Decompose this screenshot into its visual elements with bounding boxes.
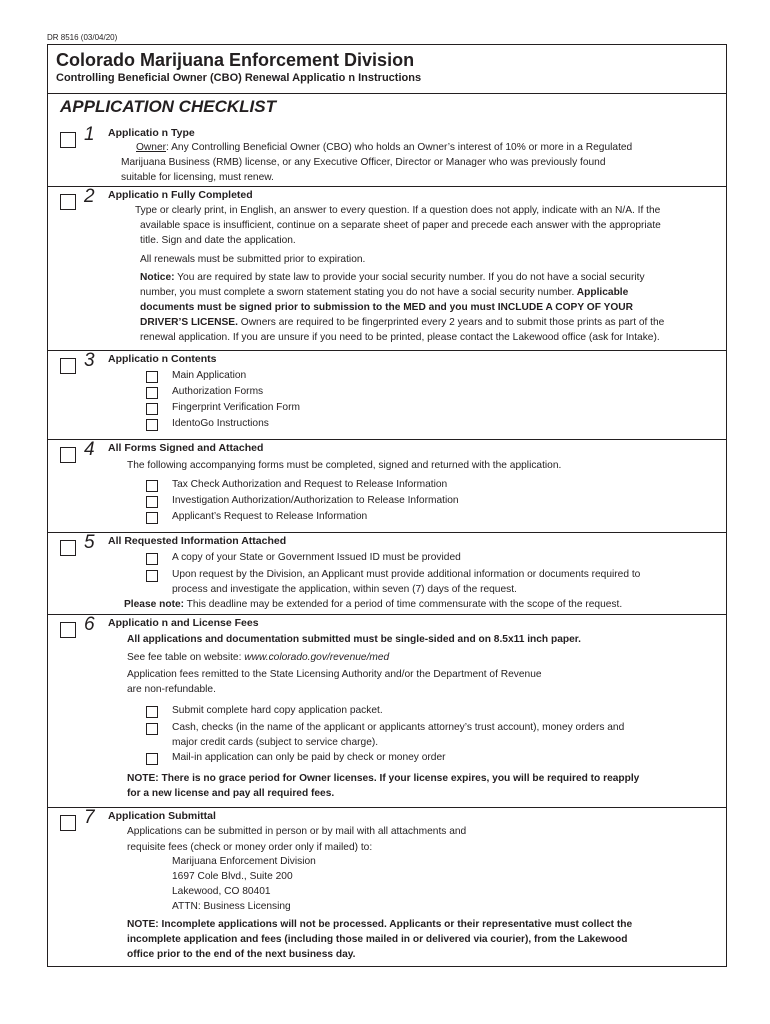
address-line: 1697 Cole Blvd., Suite 200 <box>172 871 293 882</box>
section-text: Application fees remitted to the State Licensing Authority and/or the Department of Revenue <box>127 669 542 680</box>
item-checkbox[interactable] <box>146 496 158 508</box>
section-text: The following accompanying forms must be completed, signed and returned with the application. <box>127 460 562 471</box>
section-title: Applicatio n and License Fees <box>108 617 259 629</box>
section-number: 4 <box>84 439 95 460</box>
item-checkbox[interactable] <box>146 419 158 431</box>
section-text: Marijuana Business (RMB) license, or any Executive Officer, Director or Manager who was previously found <box>121 157 606 168</box>
item-checkbox[interactable] <box>146 753 158 765</box>
form-number: DR 8516 (03/04/20) <box>47 33 118 42</box>
list-item: Cash, checks (in the name of the applicant or applicants attorney’s trust account), money orders and <box>172 722 625 733</box>
address-line: Lakewood, CO 80401 <box>172 886 271 897</box>
section-7-checkbox[interactable] <box>60 815 76 831</box>
section-title: Application Submittal <box>108 810 216 822</box>
list-item: Authorization Forms <box>172 386 264 397</box>
note-text: office prior to the end of the next business day. <box>127 949 356 960</box>
notice-text: number, you must complete a sworn statement stating you do not have a social security number. Applicable <box>140 287 629 298</box>
notice-text: documents must be signed prior to submission to the MED and you must INCLUDE A COPY OF YOUR <box>140 302 634 313</box>
note-text: for a new license and pay all required fees. <box>127 788 335 799</box>
section-6 <box>48 615 726 808</box>
list-item: Main Application <box>172 370 247 381</box>
section-number: 5 <box>84 532 95 553</box>
section-3-checkbox[interactable] <box>60 358 76 374</box>
checklist-title: APPLICATION CHECKLIST <box>60 97 276 116</box>
notice-text: renewal application. If you are unsure if you need to be printed, please contact the Lakewood office (ask for Intake). <box>140 332 660 343</box>
section-text: title. Sign and date the application. <box>140 235 296 246</box>
item-checkbox[interactable] <box>146 371 158 383</box>
section-2 <box>48 187 726 351</box>
fee-table-text: See fee table on website: www.colorado.gov/revenue/med <box>127 652 390 663</box>
header <box>48 45 726 94</box>
list-item: Mail-in application can only be paid by check or money order <box>172 752 446 763</box>
page-subtitle: Controlling Beneficial Owner (CBO) Renewal Applicatio n Instructions <box>56 72 422 84</box>
item-checkbox[interactable] <box>146 387 158 399</box>
section-3 <box>48 351 726 440</box>
page-title: Colorado Marijuana Enforcement Division <box>56 50 415 70</box>
list-item: Upon request by the Division, an Applicant must provide additional information or documents required to <box>172 569 641 580</box>
section-title: All Requested Information Attached <box>108 535 287 547</box>
section-title: All Forms Signed and Attached <box>108 442 264 454</box>
section-text: Owner: Any Controlling Beneficial Owner (CBO) who holds an Owner’s interest of 10% or more in a Regulated <box>136 142 633 153</box>
section-5 <box>48 533 726 615</box>
section-4-checkbox[interactable] <box>60 447 76 463</box>
notice-text: DRIVER’S LICENSE. Owners are required to be fingerprinted every 2 years and to submit those prints as part of the <box>140 317 665 328</box>
section-text: available space is insufficient, continue on a separate sheet of paper and precede each answer with the appropriate <box>140 220 661 231</box>
item-checkbox[interactable] <box>146 723 158 735</box>
section-number: 2 <box>84 186 95 207</box>
list-item: process and investigate the application, within seven (7) days of the request. <box>172 584 517 595</box>
section-6-checkbox[interactable] <box>60 622 76 638</box>
address-line: Marijuana Enforcement Division <box>172 856 316 867</box>
section-text: suitable for licensing, must renew. <box>121 172 274 183</box>
list-item: A copy of your State or Government Issued ID must be provided <box>172 552 461 563</box>
address-line: ATTN: Business Licensing <box>172 901 291 912</box>
section-text: Type or clearly print, in English, an answer to every question. If a question does not apply, indicate with an N/A. If the <box>135 205 661 216</box>
section-number: 3 <box>84 350 95 371</box>
item-checkbox[interactable] <box>146 403 158 415</box>
list-item: Tax Check Authorization and Request to Release Information <box>172 479 448 490</box>
section-7 <box>48 808 726 966</box>
section-title: Applicatio n Fully Completed <box>108 189 253 201</box>
list-item: Investigation Authorization/Authorization to Release Information <box>172 495 459 506</box>
list-item: IdentoGo Instructions <box>172 418 269 429</box>
section-number: 1 <box>84 124 95 145</box>
item-checkbox[interactable] <box>146 553 158 565</box>
item-checkbox[interactable] <box>146 512 158 524</box>
item-checkbox[interactable] <box>146 706 158 718</box>
list-item: Submit complete hard copy application packet. <box>172 705 383 716</box>
list-item: major credit cards (subject to service charge). <box>172 737 379 748</box>
section-4 <box>48 440 726 533</box>
section-title: Applicatio n Type <box>108 127 195 139</box>
section-number: 7 <box>84 807 95 828</box>
section-text: All applications and documentation submitted must be single-sided and on 8.5x11 inch paper. <box>127 634 581 645</box>
note-text: Please note: This deadline may be extended for a period of time commensurate with the scope of the request. <box>124 599 623 610</box>
list-item: Fingerprint Verification Form <box>172 402 300 413</box>
section-1 <box>48 125 726 187</box>
section-text: are non-refundable. <box>127 684 216 695</box>
section-1-checkbox[interactable] <box>60 132 76 148</box>
section-text: Applications can be submitted in person or by mail with all attachments and <box>127 826 467 837</box>
section-title: Applicatio n Contents <box>108 353 217 365</box>
section-text: All renewals must be submitted prior to expiration. <box>140 254 366 265</box>
note-text: incomplete application and fees (including those mailed in or delivered via courier), from the Lakewood <box>127 934 628 945</box>
form-frame <box>47 44 727 967</box>
notice-text: Notice: You are required by state law to provide your social security number. If you do not have a social security <box>140 272 645 283</box>
section-2-checkbox[interactable] <box>60 194 76 210</box>
item-checkbox[interactable] <box>146 570 158 582</box>
note-text: NOTE: There is no grace period for Owner licenses. If your license expires, you will be required to reapply <box>127 773 640 784</box>
note-text: NOTE: Incomplete applications will not be processed. Applicants or their representative must collect the <box>127 919 633 930</box>
section-number: 6 <box>84 614 95 635</box>
section-text: requisite fees (check or money order only if mailed) to: <box>127 842 373 853</box>
item-checkbox[interactable] <box>146 480 158 492</box>
section-5-checkbox[interactable] <box>60 540 76 556</box>
list-item: Applicant’s Request to Release Information <box>172 511 368 522</box>
